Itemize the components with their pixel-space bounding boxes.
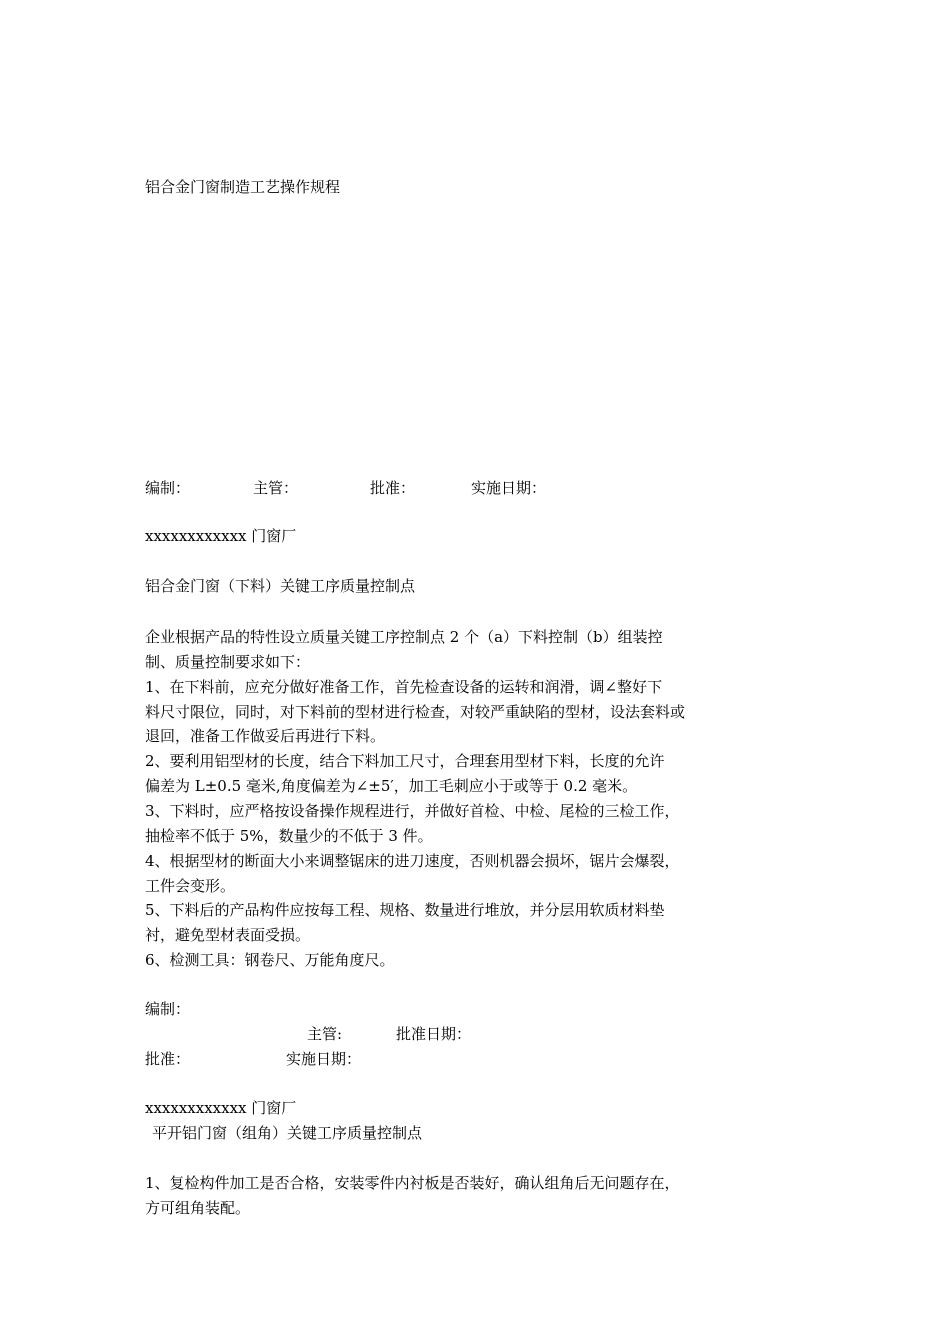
body-line: 1、复检构件加工是否合格，安装零件内衬板是否装好，确认组角后无问题存在， xyxy=(145,1174,680,1192)
body-line: 制、质量控制要求如下： xyxy=(145,653,311,671)
body-line: 2、要利用铝型材的长度，结合下料加工尺寸，合理套用型材下料，长度的允许 xyxy=(145,752,665,770)
signoff-bianzhi: 编制： xyxy=(145,479,191,497)
body-line: 6、检测工具：钢卷尺、万能角度尺。 xyxy=(145,951,395,969)
body-line: 3、下料时，应严格按设备操作规程进行，并做好首检、中检、尾检的三检工作， xyxy=(145,802,680,820)
doc-title: 铝合金门窗制造工艺操作规程 xyxy=(145,178,341,196)
body-line: 抽检率不低于 5%，数量少的不低于 3 件。 xyxy=(145,827,433,845)
body-line: 1、在下料前，应充分做好准备工作，首先检查设备的运转和润滑，调∠整好下 xyxy=(145,678,663,696)
signoff-shishi-riqi: 实施日期： xyxy=(471,479,547,497)
signoff-bianzhi: 编制： xyxy=(145,1000,191,1018)
factory-name: xxxxxxxxxxxx 门窗厂 xyxy=(145,527,297,545)
body-line: 退回，准备工作做妥后再进行下料。 xyxy=(145,727,386,745)
body-line: 偏差为 L±0.5 毫米,角度偏差为∠±5′，加工毛刺应小于或等于 0.2 毫米。 xyxy=(145,777,638,795)
signoff-pizhun-riqi: 批准日期： xyxy=(396,1025,472,1043)
body-line: 工件会变形。 xyxy=(145,877,236,895)
body-line: 方可组角装配。 xyxy=(145,1199,251,1217)
signoff-shishi-riqi: 实施日期： xyxy=(286,1050,362,1068)
section-title-xialiao: 铝合金门窗（下料）关键工序质量控制点 xyxy=(145,577,416,595)
body-line: 料尺寸限位，同时，对下料前的型材进行检查，对较严重缺陷的型材，设法套料或 xyxy=(145,703,686,721)
body-line: 5、下料后的产品构件应按每工程、规格、数量进行堆放，并分层用软质材料垫 xyxy=(145,901,665,919)
body-line: 4、根据型材的断面大小来调整锯床的进刀速度，否则机器会损坏，锯片会爆裂， xyxy=(145,852,680,870)
signoff-pizhun: 批准： xyxy=(145,1050,191,1068)
signoff-pizhun: 批准： xyxy=(370,479,416,497)
signoff-zhuguan: 主管： xyxy=(253,479,299,497)
section-title-zujiao: 平开铝门窗（组角）关键工序质量控制点 xyxy=(152,1124,423,1142)
body-line: 衬，避免型材表面受损。 xyxy=(145,926,311,944)
body-line: 企业根据产品的特性设立质量关键工序控制点 2 个（a）下料控制（b）组装控 xyxy=(145,628,663,646)
factory-name: xxxxxxxxxxxx 门窗厂 xyxy=(145,1099,297,1117)
signoff-zhuguan: 主管: xyxy=(307,1025,343,1043)
